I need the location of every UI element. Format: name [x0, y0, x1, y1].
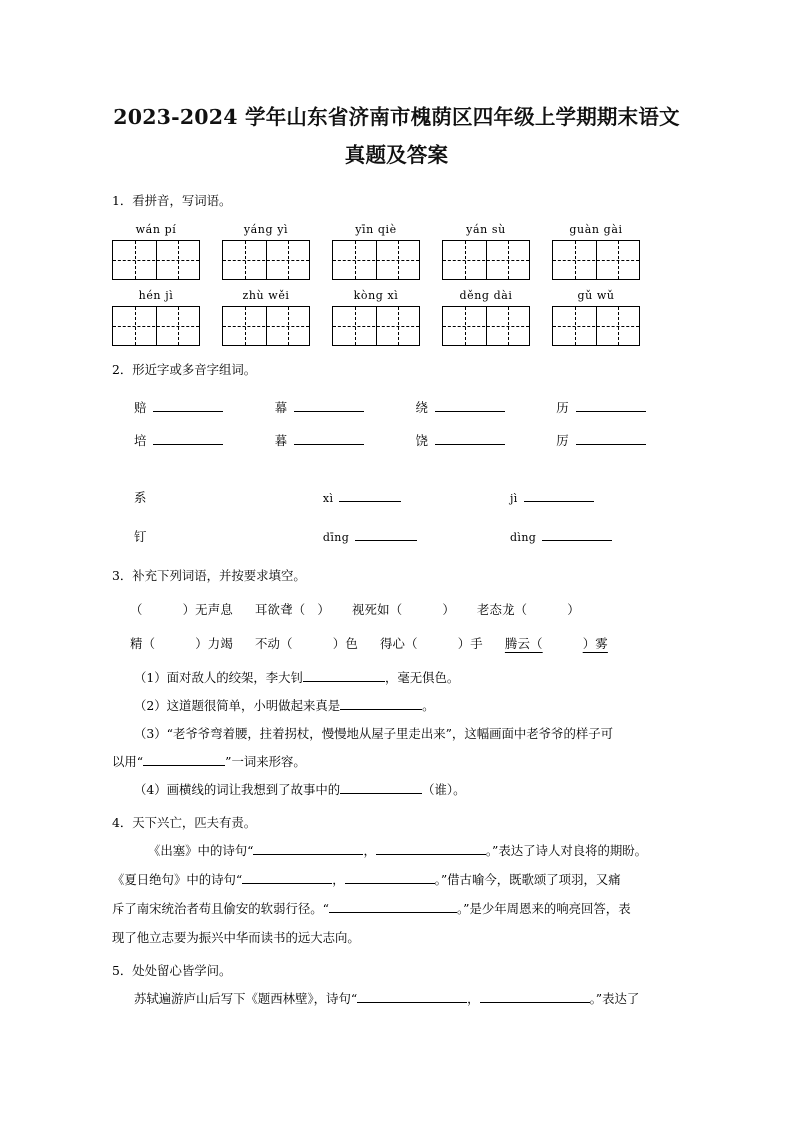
- idiom-post: ）无声息: [182, 602, 233, 617]
- question-3-number: 3．: [112, 568, 133, 583]
- tianzige-box[interactable]: [552, 240, 640, 280]
- question-3-sub-2: [112, 692, 697, 720]
- idiom-post: ）: [442, 602, 455, 617]
- page-title: [0, 0, 793, 174]
- question-3-sub-3-line2: [112, 748, 697, 776]
- word-pair-item: [416, 394, 557, 421]
- tianzige-box[interactable]: [442, 240, 530, 280]
- pair-character: 厉: [556, 433, 569, 448]
- sub-text-line2-before: 以用“: [112, 754, 144, 769]
- question-3-heading: [112, 563, 697, 589]
- idiom-row-1: [112, 596, 697, 623]
- answer-blank[interactable]: [524, 488, 594, 502]
- answer-blank[interactable]: [253, 841, 363, 855]
- pinyin-label: hén jì: [138, 289, 174, 302]
- line-mid: ，: [363, 843, 376, 858]
- tianzige-half: [376, 307, 419, 345]
- idiom-post: ）力竭: [195, 636, 233, 651]
- pinyin-cell: [442, 289, 530, 346]
- tianzige-half: [596, 241, 639, 279]
- tianzige-half: [223, 307, 266, 345]
- question-5-prompt: 处处留心皆学问。: [132, 963, 232, 978]
- pinyin-label: zhù wěi: [242, 289, 290, 302]
- sub-label: （2）: [134, 698, 167, 713]
- polyphone-row: [112, 484, 697, 512]
- tianzige-box[interactable]: [112, 306, 200, 346]
- idiom-pre: 腾云（: [504, 636, 543, 651]
- line-pre: 斥了南宋统治者苟且偷安的软弱行径。“: [112, 901, 329, 916]
- pair-character: 培: [134, 433, 147, 448]
- tianzige-box[interactable]: [552, 306, 640, 346]
- polyphone-character: 钉: [134, 529, 147, 544]
- sub-text-after: （谁）。: [422, 782, 466, 797]
- pinyin-label: yán sù: [466, 223, 506, 236]
- polyphone-reading: [510, 485, 697, 512]
- idiom-item[interactable]: [477, 596, 580, 623]
- tianzige-half: [553, 241, 596, 279]
- sub-text-before: “老爷爷弯着腰，拄着拐杖，慢慢地从屋子里走出来”，这幅画面中老爷爷的样子可: [166, 726, 614, 741]
- line-pre: 《出塞》中的诗句“: [148, 843, 254, 858]
- answer-blank[interactable]: [340, 780, 422, 794]
- question-2-prompt: 形近字或多音字组词。: [132, 362, 257, 377]
- pinyin-label: děng dài: [459, 289, 513, 302]
- line-post: 。”借古喻今，既歌颂了项羽，又痛: [434, 872, 621, 887]
- tianzige-box[interactable]: [222, 306, 310, 346]
- idiom-post: ）: [317, 602, 330, 617]
- question-4-number: 4．: [112, 815, 133, 830]
- idiom-pre: 视死如（: [351, 602, 403, 617]
- sub-text-before: 画横线的词让我想到了故事中的: [166, 782, 341, 797]
- pinyin-label: jì: [509, 492, 518, 505]
- line-post: 。”是少年周恩来的响亮回答，表: [456, 901, 631, 916]
- question-4-line-3: [112, 894, 697, 923]
- sub-label: （3）: [134, 726, 167, 741]
- pinyin-label: xì: [322, 492, 334, 505]
- sub-text-before: 这道题很简单，小明做起来真是: [166, 698, 341, 713]
- word-pair-row-1: [112, 394, 697, 421]
- question-1-prompt: 看拼音，写词语。: [132, 193, 232, 208]
- line-post: 。”表达了诗人对良将的期盼。: [485, 843, 648, 858]
- polyphone-block: [112, 484, 697, 551]
- word-pair-block: [112, 394, 697, 454]
- pinyin-cell: [112, 289, 200, 346]
- line-post: 。”表达了: [589, 991, 640, 1006]
- answer-blank[interactable]: [345, 870, 435, 884]
- pinyin-label: dìng: [509, 531, 537, 544]
- answer-blank[interactable]: [435, 398, 505, 412]
- sub-label: （4）: [134, 782, 167, 797]
- idiom-pre: 精（: [130, 636, 156, 651]
- idiom-item[interactable]: [255, 630, 358, 657]
- word-pair-item: [275, 394, 416, 421]
- answer-blank[interactable]: [242, 870, 332, 884]
- pair-character: 赔: [134, 400, 147, 415]
- sub-text-after: ，毫无俱色。: [384, 670, 460, 685]
- answer-blank[interactable]: [294, 398, 364, 412]
- answer-blank[interactable]: [294, 431, 364, 445]
- idiom-pre: 老态龙（: [476, 602, 528, 617]
- tianzige-half: [553, 307, 596, 345]
- polyphone-reading: [323, 485, 510, 512]
- question-1-heading: [112, 188, 697, 214]
- idiom-pre: 不动（: [254, 636, 293, 651]
- tianzige-half: [266, 307, 309, 345]
- tianzige-half: [596, 307, 639, 345]
- word-pair-item: [134, 427, 275, 454]
- tianzige-half: [266, 241, 309, 279]
- question-2-heading: [112, 357, 697, 383]
- tianzige-half: [333, 241, 376, 279]
- tianzige-half: [113, 307, 156, 345]
- pinyin-cell: [552, 223, 640, 280]
- pair-character: 幕: [274, 400, 288, 415]
- idiom-item[interactable]: [352, 596, 455, 623]
- idiom-item[interactable]: [130, 596, 233, 623]
- pinyin-label: kòng xì: [353, 289, 399, 302]
- tianzige-half: [376, 241, 419, 279]
- pinyin-label: yáng yì: [243, 223, 289, 236]
- question-2-number: 2．: [112, 362, 133, 377]
- tianzige-half: [443, 241, 486, 279]
- pinyin-cell: [332, 223, 420, 280]
- pair-character: 暮: [274, 433, 288, 448]
- question-1-number: 1．: [112, 193, 133, 208]
- pinyin-label: gǔ wǔ: [577, 289, 615, 302]
- answer-blank[interactable]: [153, 398, 223, 412]
- tianzige-half: [156, 307, 199, 345]
- pinyin-cell: [442, 223, 530, 280]
- question-4-line-1: [112, 836, 697, 865]
- pinyin-cell: [552, 289, 640, 346]
- answer-blank[interactable]: [329, 899, 457, 913]
- tianzige-box[interactable]: [332, 240, 420, 280]
- answer-blank[interactable]: [339, 488, 401, 502]
- pinyin-label: guàn gài: [569, 223, 623, 236]
- tianzige-box[interactable]: [442, 306, 530, 346]
- pair-character: 历: [556, 400, 569, 415]
- idiom-post: ）手: [457, 636, 483, 651]
- question-4-line-2: [112, 865, 697, 894]
- answer-blank[interactable]: [153, 431, 223, 445]
- idiom-item[interactable]: [255, 596, 330, 623]
- answer-blank[interactable]: [542, 527, 612, 541]
- answer-blank[interactable]: [376, 841, 486, 855]
- title-line-1: 2023-2024 学年山东省济南市槐荫区四年级上学期期末语文: [113, 105, 680, 129]
- polyphone-reading: [323, 524, 510, 551]
- word-pair-item: [416, 427, 557, 454]
- question-5-line-1: [112, 984, 697, 1013]
- sub-text-after: 。: [422, 698, 435, 713]
- question-3-sub-3: [112, 720, 697, 748]
- polyphone-reading: [510, 524, 697, 551]
- answer-blank[interactable]: [576, 431, 646, 445]
- idiom-row-2: [112, 630, 697, 657]
- word-pair-item: [134, 394, 275, 421]
- tianzige-half: [223, 241, 266, 279]
- question-5-heading: [112, 958, 697, 984]
- tianzige-half: [486, 241, 529, 279]
- pinyin-cell: [222, 289, 310, 346]
- question-3-sub-1: [112, 664, 697, 692]
- pinyin-row-1: [112, 223, 697, 280]
- pair-character: 绕: [415, 400, 428, 415]
- pinyin-cell: [222, 223, 310, 280]
- idiom-block: [112, 596, 697, 657]
- tianzige-box[interactable]: [332, 306, 420, 346]
- sub-label: （1）: [134, 670, 167, 685]
- question-3-prompt: 补充下列词语，并按要求填空。: [132, 568, 306, 583]
- line-mid: ，: [332, 872, 345, 887]
- word-pair-item: [556, 394, 697, 421]
- pinyin-cell: [332, 289, 420, 346]
- tianzige-half: [156, 241, 199, 279]
- idiom-pre: 耳欲聋（: [254, 602, 306, 617]
- question-4-line-4: 现了他立志要为振兴中华而读书的远大志向。: [112, 930, 360, 945]
- answer-blank[interactable]: [143, 752, 225, 766]
- answer-blank[interactable]: [576, 398, 646, 412]
- tianzige-half: [443, 307, 486, 345]
- line-pre: 苏轼遍游庐山后写下《题西林壁》，诗句“: [134, 991, 358, 1006]
- tianzige-box[interactable]: [222, 240, 310, 280]
- pinyin-label: wán pí: [135, 223, 177, 236]
- question-4-heading: [112, 810, 697, 836]
- answer-blank[interactable]: [480, 989, 590, 1003]
- line-pre: 《夏日绝句》中的诗句“: [112, 872, 243, 887]
- idiom-item[interactable]: [130, 630, 233, 657]
- idiom-item[interactable]: [380, 630, 483, 657]
- answer-blank[interactable]: [355, 527, 417, 541]
- line-mid: ，: [467, 991, 480, 1006]
- question-4-prompt: 天下兴亡，匹夫有责。: [132, 815, 257, 830]
- polyphone-row: [112, 523, 697, 551]
- pinyin-cell: [112, 223, 200, 280]
- word-pair-item: [275, 427, 416, 454]
- pinyin-label: yīn qiè: [355, 223, 397, 236]
- idiom-pre: 得心（: [379, 636, 418, 651]
- tianzige-half: [113, 241, 156, 279]
- pinyin-grid-block: [112, 223, 697, 346]
- tianzige-box[interactable]: [112, 240, 200, 280]
- tianzige-half: [486, 307, 529, 345]
- idiom-item-underlined[interactable]: [505, 630, 608, 657]
- answer-blank[interactable]: [357, 989, 467, 1003]
- tianzige-half: [333, 307, 376, 345]
- sub-text-line2-after: ”一词来形容。: [225, 754, 306, 769]
- title-line-2: 真题及答案: [344, 143, 449, 167]
- pinyin-label: dīng: [322, 531, 350, 544]
- idiom-pre: （: [130, 602, 143, 617]
- answer-blank[interactable]: [435, 431, 505, 445]
- pinyin-row-2: [112, 289, 697, 346]
- pair-character: 饶: [415, 433, 428, 448]
- idiom-post: ）色: [332, 636, 358, 651]
- idiom-post: ）: [567, 602, 580, 617]
- answer-blank[interactable]: [340, 696, 422, 710]
- word-pair-item: [556, 427, 697, 454]
- word-pair-row-2: [112, 427, 697, 454]
- sub-text-before: 面对敌人的绞架，李大钊: [166, 670, 303, 685]
- idiom-post: ）雾: [582, 636, 608, 651]
- answer-blank[interactable]: [303, 668, 385, 682]
- polyphone-character: 系: [134, 490, 147, 505]
- question-5-number: 5．: [112, 963, 133, 978]
- question-3-sub-4: [112, 776, 697, 804]
- exam-content: [0, 188, 793, 1013]
